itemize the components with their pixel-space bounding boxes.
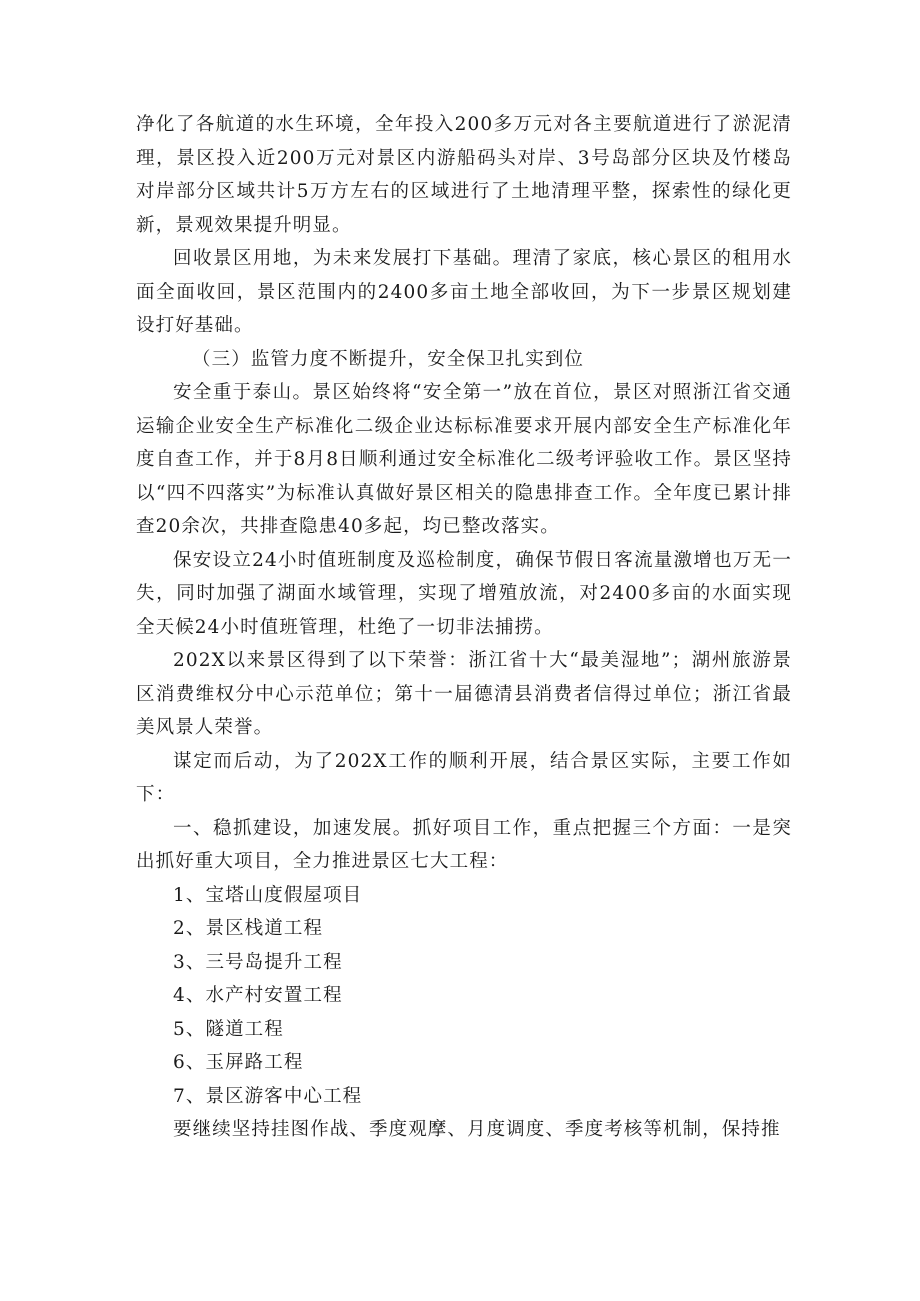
- list-item-project-6: 6、玉屏路工程: [173, 1052, 304, 1073]
- list-item-project-3: 3、三号岛提升工程: [173, 951, 343, 973]
- section-heading-supervision: （三）监管力度不断提升，安全保卫扎实到位: [192, 348, 585, 370]
- list-item-project-1: 1、宝塔山度假屋项目: [173, 884, 363, 906]
- list-item-project-7: 7、景区游客中心工程: [173, 1085, 363, 1107]
- paragraph-plan-intro: 谋定而后动，为了202X工作的顺利开展，结合景区实际，主要工作如下：: [136, 750, 792, 805]
- paragraph-construction: 一、稳抓建设，加速发展。抓好项目工作，重点把握三个方面：一是突出抓好重大项目，全力推进景区七大工程：: [136, 817, 792, 872]
- paragraph-honors: 202X以来景区得到了以下荣誉：浙江省十大“最美湿地”；湖州旅游景区消费维权分中心示范单位；第十一届德清县消费者信得过单位；浙江省最美风景人荣誉。: [136, 650, 792, 738]
- paragraph-safety: 安全重于泰山。景区始终将“安全第一”放在首位，景区对照浙江省交通运输企业安全生产标准化二级企业达标标准要求开展内部安全生产标准化年度自查工作，并于8月8日顺利通过安全标准化二级考评验收工作。景区坚持以“四不四落实”为标准认真做好景区相关的隐患排查工作。全年度已累计排查20余次，共排查隐患40多起，均已整改落实。: [136, 382, 792, 537]
- list-item-project-4: 4、水产村安置工程: [173, 985, 343, 1006]
- list-item-project-5: 5、隧道工程: [173, 1018, 284, 1040]
- paragraph-mechanisms: 要继续坚持挂图作战、季度观摩、月度调度、季度考核等机制，保持推: [173, 1119, 781, 1140]
- paragraph-waterway-cleanup: 净化了各航道的水生环境，全年投入200多万元对各主要航道进行了淤泥清理，景区投入近200万元对景区内游船码头对岸、3号岛部分区块及竹楼岛对岸部分区域共计5万方左右的区域进行了土地清理平整，探索性的绿化更新，景观效果提升明显。: [136, 114, 792, 236]
- paragraph-security-guard: 保安设立24小时值班制度及巡检制度，确保节假日客流量激增也万无一失，同时加强了湖面水域管理，实现了增殖放流，对2400多亩的水面实现全天候24小时值班管理，杜绝了一切非法捕捞。: [136, 549, 792, 638]
- list-item-project-2: 2、景区栈道工程: [173, 918, 324, 939]
- paragraph-land-recovery: 回收景区用地，为未来发展打下基础。理清了家底，核心景区的租用水面全面收回，景区范围内的2400多亩土地全部收回，为下一步景区规划建设打好基础。: [136, 248, 792, 336]
- document-body: [136, 108, 792, 1147]
